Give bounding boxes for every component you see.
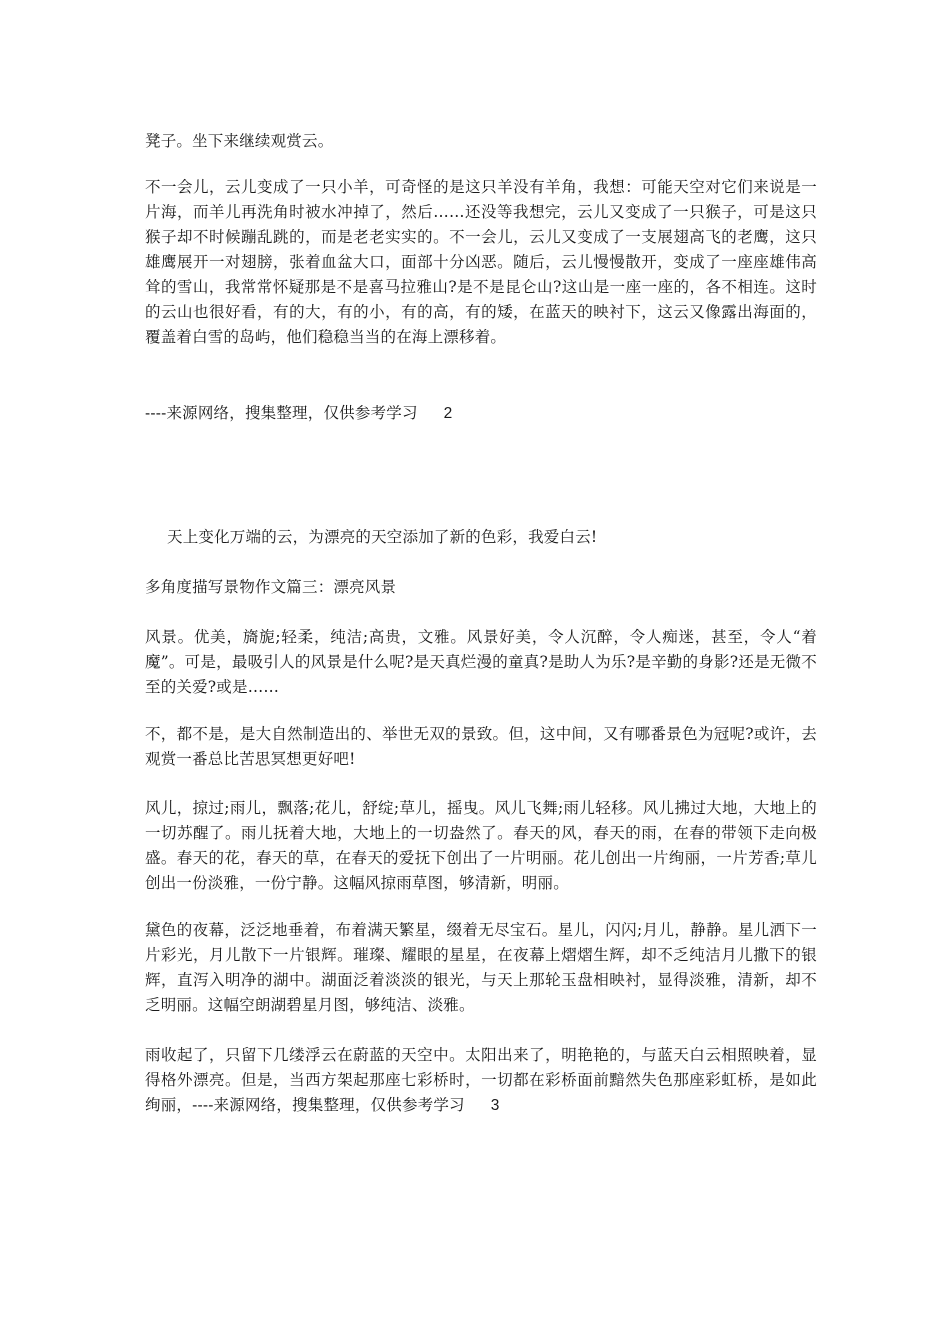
footer-source-note: ----来源网络，搜集整理，仅供参考学习	[192, 1097, 465, 1114]
page-number: 2	[443, 405, 453, 422]
paragraph-nature: 不，都不是，是大自然制造出的、举世无双的景致。但，这中间，又有哪番景色为冠呢?或许，去观赏一番总比苦思冥想更好吧!	[145, 725, 817, 768]
paragraph-rainbow-text: 雨收起了，只留下几缕浮云在蔚蓝的天空中。太阳出来了，明艳艳的，与蓝天白云相照映着，显得格外漂亮。但是，当西方架起那座七彩桥时，一切都在彩桥面前黯然失色那座彩虹桥，是如此绚丽，	[145, 1046, 817, 1114]
page-number: 3	[490, 1097, 500, 1114]
paragraph-line: 天上变化万端的云，为漂亮的天空添加了新的色彩，我爱白云!	[167, 528, 598, 546]
paragraph-scenery: 风景。优美，旖旎;轻柔，纯洁;高贵，文雅。风景好美，令人沉醉，令人痴迷，甚至，令人“着魔”。可是，最吸引人的风景是什么呢?是天真烂漫的童真?是助人为乐?是辛勤的身影?还是无微不至的关爱?或是……	[145, 628, 817, 696]
paragraph-line: 凳子。坐下来继续观赏云。	[145, 132, 334, 150]
paragraph-rainbow	[145, 1043, 817, 1118]
paragraph-spring: 风儿，掠过;雨儿，飘落;花儿，舒绽;草儿，摇曳。风儿飞舞;雨儿轻移。风儿拂过大地，大地上的一切苏醒了。雨儿抚着大地，大地上的一切盎然了。春天的风，春天的雨，在春的带领下走向极盛。春天的花，春天的草，在春天的爱抚下创出了一片明丽。花儿创出一片绚丽，一片芳香;草儿创出一份淡雅，一份宁静。这幅风掠雨草图，够清新，明丽。	[145, 799, 817, 892]
paragraph-night: 黛色的夜幕，泛泛地垂着，布着满天繁星，缀着无尽宝石。星儿，闪闪;月儿，静静。星儿洒下一片彩光，月儿散下一片银辉。璀璨、耀眼的星星，在夜幕上熠熠生辉，却不乏纯洁月儿撒下的银辉，直泻入明净的湖中。湖面泛着淡淡的银光，与天上那轮玉盘相映衬，显得淡雅，清新，却不乏明丽。这幅空朗湖碧星月图，够纯洁、淡雅。	[145, 921, 817, 1014]
paragraph-sheep-clouds: 不一会儿，云儿变成了一只小羊，可奇怪的是这只羊没有羊角，我想：可能天空对它们来说是一片海，而羊儿再洗角时被水冲掉了，然后……还没等我想完，云儿又变成了一只猴子，可是这只猴子却不时候蹦乱跳的，而是老老实实的。不一会儿，云儿又变成了一支展翅高飞的老鹰，这只雄鹰展开一对翅膀，张着血盆大口，面部十分凶恶。随后，云儿慢慢散开，变成了一座座雄伟高耸的雪山，我常常怀疑那是不是喜马拉雅山?是不是昆仑山?这山是一座一座的，各不相连。这时的云山也很好看，有的大，有的小，有的高，有的矮，在蓝天的映衬下，这云又像露出海面的，覆盖着白雪的岛屿，他们稳稳当当的在海上漂移着。	[145, 178, 817, 346]
section-heading: 多角度描写景物作文篇三：漂亮风景	[145, 578, 397, 596]
page-footer	[145, 401, 817, 426]
footer-source-note: ----来源网络，搜集整理，仅供参考学习	[145, 405, 418, 422]
